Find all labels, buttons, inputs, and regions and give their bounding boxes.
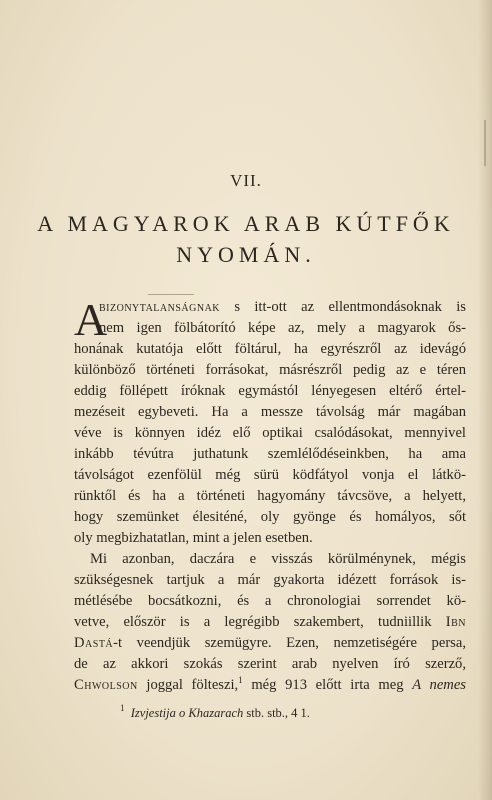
text-line: távolságot ezenfölül még sürü ködfátyol vonja el látkö- — [74, 467, 466, 483]
text-line: véve is könnyen idéz elő optikai csalódásokat, mennyivel — [74, 425, 466, 441]
text-line: hogy szemünket élesiténé, oly gyönge és homályos, sőt — [74, 509, 466, 525]
text-fragment: -t veendjük szemügyre. Ezen, nemzetiségére persa, — [113, 635, 466, 651]
text-line — [74, 297, 466, 318]
text-line: inkább tévútra juthatunk szemlélődéseinkben, ha ama — [74, 446, 466, 462]
small-caps-name: Dastá — [74, 635, 114, 651]
text-fragment: joggal fölteszi, — [137, 677, 239, 693]
text-line — [74, 675, 466, 696]
small-caps-name: Chwolson — [74, 677, 138, 693]
footnote-marker: 1 — [120, 703, 125, 713]
text-line: rünktől és ha a történeti hagyomány távcsöve, a helyett, — [74, 488, 466, 504]
footnote-italic: Izvjestija o Khazarach — [130, 706, 244, 720]
chapter-title-line-1: A MAGYAROK ARAB KÚTFŐK — [37, 211, 455, 236]
text-fragment: még 913 előtt irta meg — [242, 677, 413, 693]
text-line: mezéseit egybeveti. Ha a messze távolság már magában — [74, 404, 466, 420]
footnote — [120, 703, 310, 721]
ornament-rule — [148, 294, 194, 295]
chapter-title-line-2: NYOMÁN. — [176, 242, 316, 267]
text-line: Mi azonban, daczára e visszás körülménynek, mégis — [90, 551, 466, 567]
italic-text: A nemes — [412, 677, 466, 693]
text-line: különböző történeti forrásokat, másrészről pedig az e téren — [74, 362, 466, 378]
text-line: eddig föllépett íróknak egymástól lényegesen eltérő értel- — [74, 383, 466, 399]
footnote-text: stb. stb., 4 1. — [243, 706, 310, 720]
text-line: nem igen fölbátorító képe az, mely a magyarok ős- — [99, 320, 466, 336]
text-line: honának kutatója előtt föltárul, ha egyrészről az idevágó — [74, 341, 466, 357]
small-caps-name: Ibn — [445, 614, 466, 630]
text-line: métlésébe bocsátkozni, és a chronologiai sorrendet kö- — [74, 593, 466, 609]
footnote-ref: 1 — [238, 675, 243, 685]
drop-cap: A — [74, 294, 108, 345]
body-text — [74, 294, 466, 696]
small-caps-word: bizonytalanságnak — [99, 299, 221, 315]
chapter-number: VII. — [230, 171, 262, 190]
text-line: szükségesnek tartjuk a már gyakorta idézett források is- — [74, 572, 466, 588]
text-line: de az akkori szokás szerint arab nyelven író szerző, — [74, 656, 466, 672]
text-line-last: oly megbizhatatlan, mint a jelen esetben. — [74, 530, 313, 546]
page-edge-mark — [484, 120, 486, 166]
text-line — [74, 612, 466, 633]
text-fragment: s itt-ott az ellentmondásoknak is — [220, 299, 466, 315]
text-line — [74, 633, 466, 654]
text-fragment: vetve, először is a legrégibb szakembert, tudniillik — [74, 614, 446, 630]
